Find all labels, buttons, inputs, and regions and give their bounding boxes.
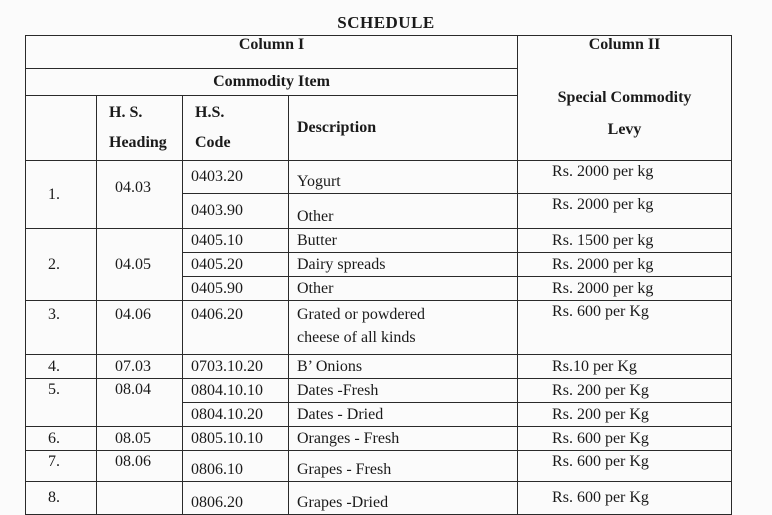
- row-number: 8.: [26, 482, 97, 515]
- table-row: [26, 229, 732, 253]
- row-number: 3.: [26, 301, 97, 355]
- levy: Rs. 2000 per kg: [518, 253, 732, 277]
- commodity-item-header: Commodity Item: [26, 69, 518, 96]
- levy: Rs. 600 per Kg: [518, 301, 732, 355]
- hs-code: 0405.90: [183, 277, 289, 301]
- hs-code: 0403.20: [183, 161, 289, 194]
- description: Yogurt: [289, 161, 518, 194]
- column-1-header: Column I: [26, 36, 518, 69]
- table-row: [26, 161, 732, 194]
- hs-code: 0806.20: [183, 482, 289, 515]
- hs-heading: 08.04: [97, 379, 183, 427]
- schedule-table: [25, 35, 732, 515]
- hs-heading: 08.06: [97, 451, 183, 482]
- table-row: [26, 427, 732, 451]
- levy: Rs. 2000 per kg: [518, 277, 732, 301]
- levy: Rs. 2000 per kg: [518, 194, 732, 229]
- row-number: 4.: [26, 355, 97, 379]
- hs-code: 0405.10: [183, 229, 289, 253]
- hs-heading: [97, 482, 183, 515]
- description: Other: [289, 277, 518, 301]
- levy: Rs.10 per Kg: [518, 355, 732, 379]
- row-number: 2.: [26, 229, 97, 301]
- hs-code: 0806.10: [183, 451, 289, 482]
- levy: Rs. 600 per Kg: [518, 427, 732, 451]
- description: B’ Onions: [289, 355, 518, 379]
- levy: Rs. 200 per Kg: [518, 403, 732, 427]
- description: Dairy spreads: [289, 253, 518, 277]
- hs-code: 0804.10.10: [183, 379, 289, 403]
- levy: Rs. 1500 per kg: [518, 229, 732, 253]
- special-levy-header: Special Commodity Levy: [518, 69, 732, 161]
- description: Grapes -Dried: [289, 482, 518, 515]
- levy: Rs. 600 per Kg: [518, 451, 732, 482]
- hs-heading-header: H. S. Heading: [97, 96, 183, 161]
- hs-code: 0703.10.20: [183, 355, 289, 379]
- hs-code: 0405.20: [183, 253, 289, 277]
- description: Oranges - Fresh: [289, 427, 518, 451]
- row-number: 5.: [26, 379, 97, 427]
- description: Grapes - Fresh: [289, 451, 518, 482]
- sno-header: [26, 96, 97, 161]
- levy: Rs. 200 per Kg: [518, 379, 732, 403]
- table-row: [26, 451, 732, 482]
- description: Dates - Dried: [289, 403, 518, 427]
- description: Dates -Fresh: [289, 379, 518, 403]
- table-row: [26, 355, 732, 379]
- description: Other: [289, 194, 518, 229]
- levy: Rs. 600 per Kg: [518, 482, 732, 515]
- hs-heading: 04.06: [97, 301, 183, 355]
- table-row: [26, 379, 732, 403]
- hs-code: 0403.90: [183, 194, 289, 229]
- hs-heading: 04.05: [97, 229, 183, 301]
- row-number: 6.: [26, 427, 97, 451]
- page-title: SCHEDULE: [337, 13, 435, 32]
- hs-heading: 04.03: [97, 161, 183, 229]
- row-number: 7.: [26, 451, 97, 482]
- levy: Rs. 2000 per kg: [518, 161, 732, 194]
- table-row: [26, 301, 732, 355]
- hs-code: 0804.10.20: [183, 403, 289, 427]
- description: Butter: [289, 229, 518, 253]
- hs-heading: 07.03: [97, 355, 183, 379]
- hs-code-header: H.S. Code: [183, 96, 289, 161]
- hs-heading: 08.05: [97, 427, 183, 451]
- row-number: 1.: [26, 161, 97, 229]
- column-2-header: Column II: [518, 36, 732, 69]
- description: Grated or powdered cheese of all kinds: [289, 301, 518, 355]
- table-row: [26, 482, 732, 515]
- hs-code: 0406.20: [183, 301, 289, 355]
- hs-code: 0805.10.10: [183, 427, 289, 451]
- description-header: Description: [289, 96, 518, 161]
